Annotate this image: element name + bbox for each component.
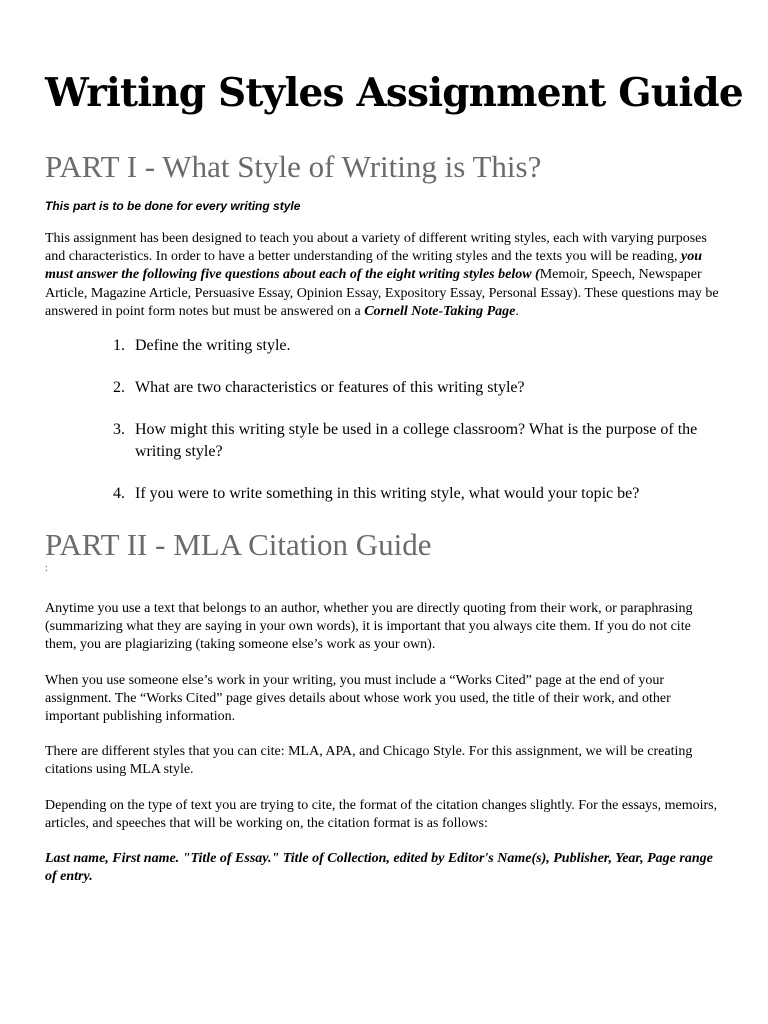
part2-paragraph-2: When you use someone else’s work in your writing, you must include a “Works Cited” page at the end of your assignment. The “Works Cited” page gives details about whose work you used, the title of their work, and other important publishing information. (45, 672, 671, 725)
part1-heading: PART I - What Style of Writing is This? (45, 149, 542, 184)
list-item (113, 419, 724, 463)
part1-note: This part is to be done for every writing style (45, 199, 301, 213)
question-text: Define the writing style. (135, 337, 291, 355)
list-item (113, 483, 724, 505)
part1-para-emphasis-2: Cornell Note-Taking Page (364, 303, 516, 319)
part1-para-emphasis: you must answer the following five questions about each of the eight writing styles below ( (45, 249, 703, 283)
part1-paragraph (45, 230, 724, 321)
list-item (113, 377, 724, 399)
part1-para-text-b: Memoir, Speech, Newspaper Article, Magazine Article, Persuasive Essay, Opinion Essay, Expository Essay, Personal Essay). These questions may be answered in point form notes but must be answered on a (45, 267, 719, 319)
question-number: 4. (113, 485, 125, 503)
part2-paragraph-1: Anytime you use a text that belongs to an author, whether you are directly quoting from their work, or paraphrasing (summarizing what they are saying in your own words), it is important that you always cite them. If you do not cite them, you are plagiarizing (taking someone else’s work as your own). (45, 601, 693, 653)
part1-para-text-a: This assignment has been designed to teach you about a variety of different writing styles, each with varying purposes and characteristics. In order to have a better understanding of the writing styles and the texts you will be reading, (45, 231, 707, 265)
question-text: If you were to write something in this writing style, what would your topic be? (135, 485, 640, 503)
question-text: What are two characteristics or features of this writing style? (135, 379, 525, 397)
part2-paragraph-4: Depending on the type of text you are trying to cite, the format of the citation changes slightly. For the essays, memoirs, articles, and speeches that will be working on, the citation format is as follows: (45, 797, 718, 831)
part1-para-text-c: . (515, 303, 519, 319)
question-number: 2. (113, 379, 125, 397)
list-item (113, 335, 724, 357)
question-number: 3. (113, 421, 125, 439)
question-list (45, 335, 724, 505)
question-text: How might this writing style be used in a college classroom? What is the purpose of the writing style? (135, 421, 698, 461)
part2-paragraph-3: There are different styles that you can cite: MLA, APA, and Chicago Style. For this assignment, we will be creating citations using MLA style. (45, 744, 693, 778)
document-title: Writing Styles Assignment Guide (45, 70, 743, 116)
question-number: 1. (113, 337, 125, 355)
part2-heading: PART II - MLA Citation Guide (45, 527, 432, 563)
stray-mark: : (45, 563, 48, 575)
citation-format: Last name, First name. "Title of Essay." Title of Collection, edited by Editor's Name(s), Publisher, Year, Page range of entry. (45, 851, 713, 885)
